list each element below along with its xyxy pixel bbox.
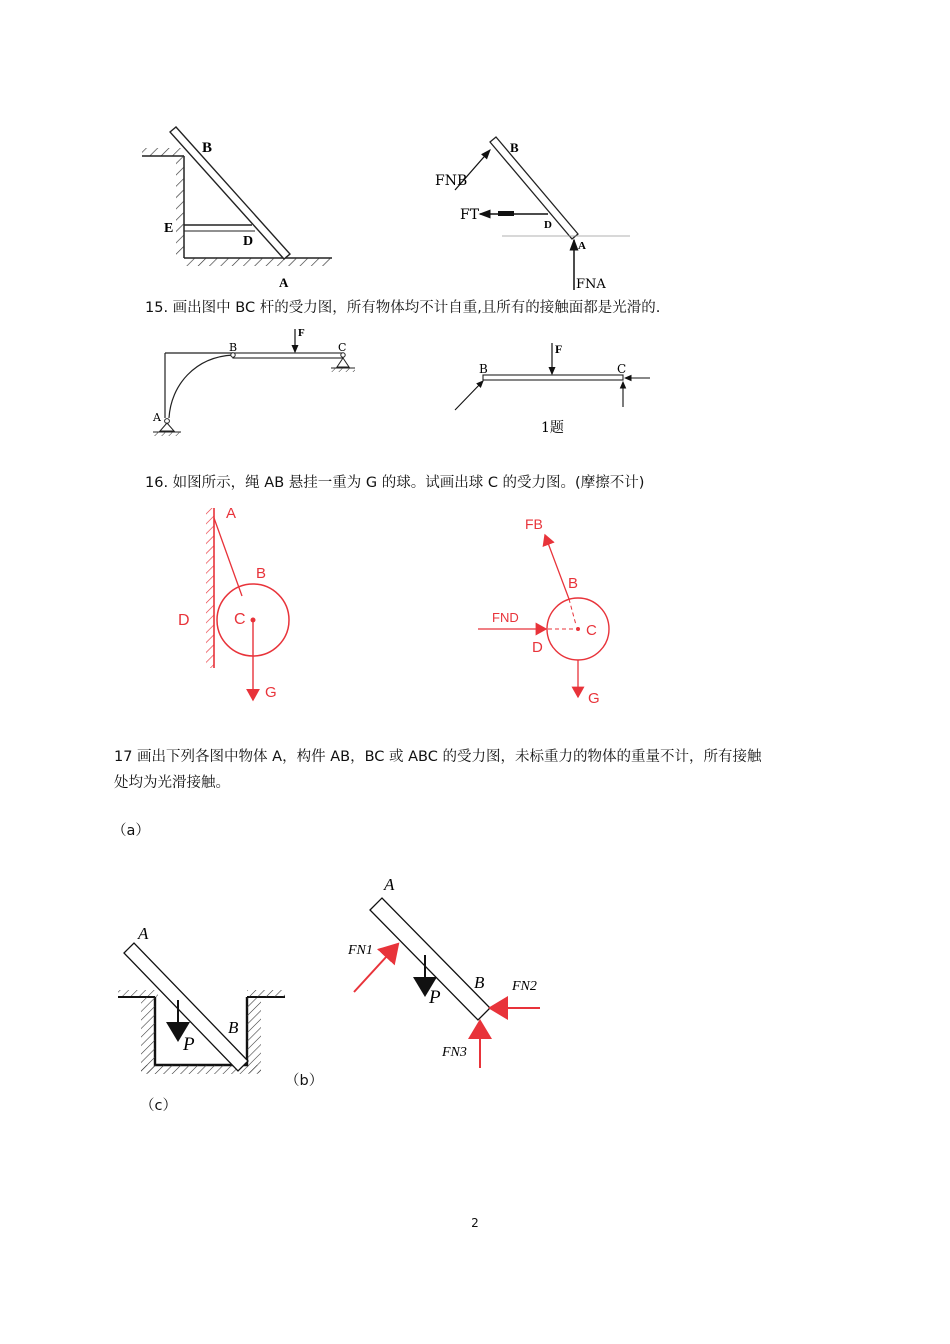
q15-label-a: A [153,411,161,424]
figure-15-fbd [445,335,660,440]
q16-label-c: C [234,611,246,628]
fbd-label-b: B [510,140,519,155]
label-c-subfig: （c） [140,1098,177,1114]
question-15: 15. 画出图中 BC 杆的受力图，所有物体均不计自重,且所有的接触面都是光滑的. [145,300,661,316]
label-fn2: FN2 [512,979,537,994]
question-16: 16. 如图所示，绳 AB 悬挂一重为 G 的球。试画出球 C 的受力图。(摩擦不计) [145,475,645,491]
q16-fbd-label-g: G [588,690,600,707]
question-17-line2: 处均为光滑接触。 [114,775,230,791]
figure-17-fbd [340,870,555,1075]
label-e: E [164,221,174,236]
q16-fbd-label-c: C [586,622,597,639]
figure-17-trench [110,915,295,1085]
q16-fbd-label-b: B [568,575,579,592]
label-ft: FT [460,207,480,223]
q16-label-fnd: FND [492,610,519,625]
question-17-line1: 17 画出下列各图中物体 A，构件 AB，BC 或 ABC 的受力图，未标重力的物体的重量不计，所有接触 [114,749,762,765]
q15-fbd-label-b: B [479,362,488,376]
q17c-label-p: P [183,1034,195,1055]
q16-label-b: B [256,565,267,582]
q15-fig-label: 1题 [541,420,564,436]
q15-fbd-label-f: F [555,342,563,356]
label-b-subfig: （b） [285,1073,324,1089]
label-fn3: FN3 [442,1045,467,1060]
page-number: 2 [471,1216,479,1230]
label-fnb: FNB [435,173,468,189]
figure-16-ball-wall [170,500,305,715]
label-b: B [202,140,213,156]
q17b-label-p: P [429,987,441,1008]
label-fn1: FN1 [348,943,373,958]
q17c-label-b: B [228,1018,239,1037]
fbd-label-a: A [578,240,586,252]
q16-label-fb: FB [525,516,543,532]
q16-fbd-label-d: D [532,639,543,656]
q15-label-c: C [338,341,347,354]
figure-16-fbd [470,505,630,710]
q15-label-b: B [229,341,238,354]
label-a: A [279,275,289,290]
q17c-label-a: A [138,924,149,943]
label-a-subfig: （a） [112,823,150,839]
q17b-label-b: B [474,973,485,992]
fbd-label-d: D [544,219,552,231]
q15-label-f: F [298,327,305,339]
q16-label-a: A [226,505,237,522]
figure-ladder-wall [140,120,340,295]
label-fna: FNA [576,277,606,292]
q15-fbd-label-c: C [617,362,627,376]
figure-15-structure [145,325,370,440]
q17b-label-a: A [384,875,395,894]
figure-ladder-fbd [430,130,640,295]
q16-label-g: G [265,684,277,701]
label-d: D [243,234,254,249]
q16-label-d: D [178,612,190,629]
